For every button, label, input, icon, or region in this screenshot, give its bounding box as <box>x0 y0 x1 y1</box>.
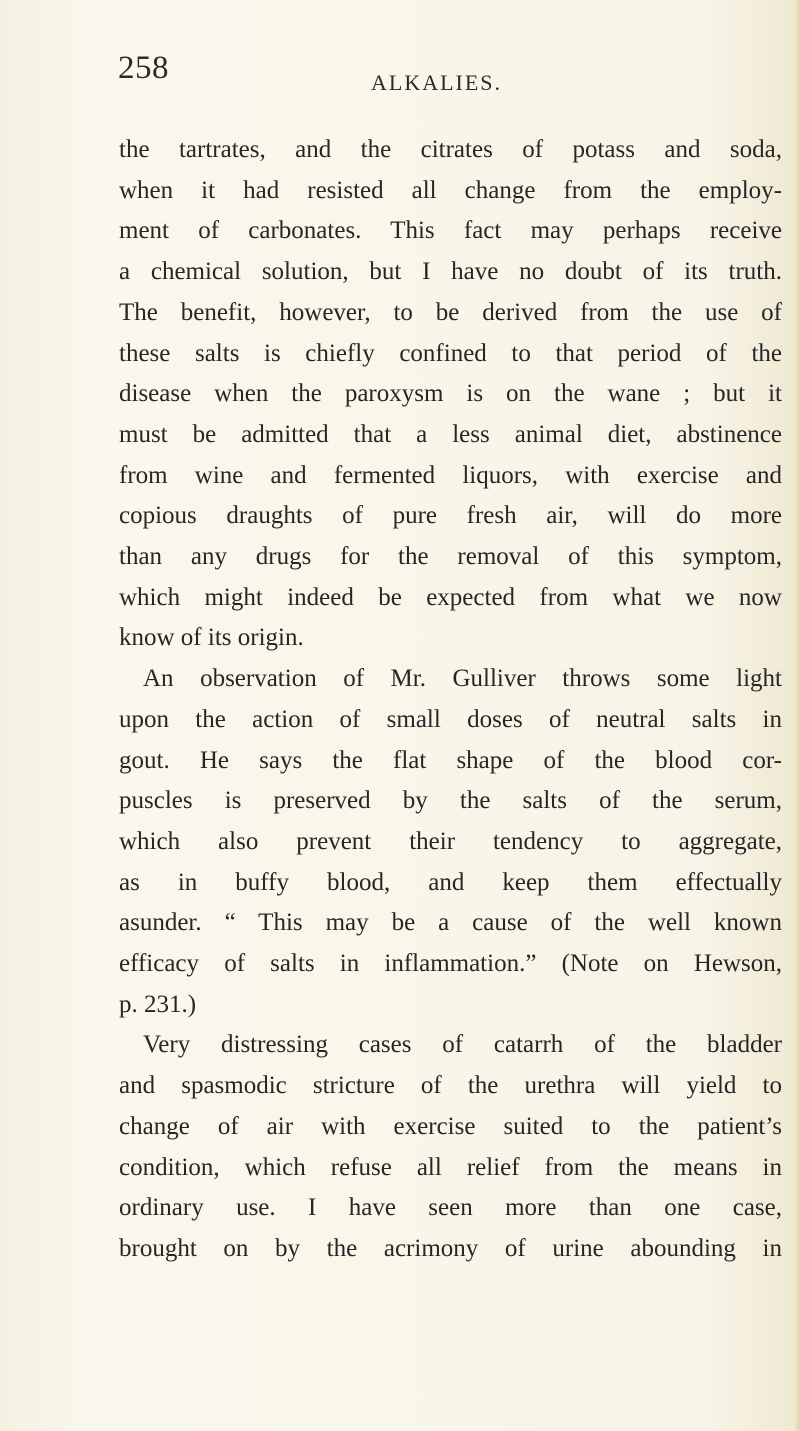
text-line: ment of carbonates. This fact may perhaps receive <box>119 217 782 245</box>
text-line: efficacy of salts in inflammation.” (Note on Hewson, <box>119 950 782 978</box>
text-line: An observation of Mr. Gulliver throws some light <box>143 665 782 693</box>
page-edge-shadow <box>794 0 800 1431</box>
text-line: condition, which refuse all relief from the means in <box>119 1153 782 1181</box>
page-number: 258 <box>118 50 169 86</box>
text-line: know of its origin. <box>119 624 304 652</box>
text-line: upon the action of small doses of neutral salts in <box>119 705 782 733</box>
text-line: which also prevent their tendency to aggregate, <box>119 827 782 855</box>
text-line: as in buffy blood, and keep them effectually <box>119 868 782 896</box>
text-line: copious draughts of pure fresh air, will do more <box>119 502 782 530</box>
text-line: brought on by the acrimony of urine abounding in <box>119 1234 782 1262</box>
text-line: Very distressing cases of catarrh of the bladder <box>143 1031 782 1059</box>
text-line: than any drugs for the removal of this symptom, <box>119 543 782 571</box>
text-line: when it had resisted all change from the employ- <box>119 176 782 204</box>
text-line: p. 231.) <box>119 990 197 1018</box>
text-line: gout. He says the flat shape of the blood cor- <box>119 746 782 774</box>
text-line: which might indeed be expected from what we now <box>119 583 782 611</box>
text-line: and spasmodic stricture of the urethra will yield to <box>119 1072 782 1100</box>
running-head: ALKALIES. <box>371 70 503 95</box>
text-line: a chemical solution, but I have no doubt of its truth. <box>119 258 782 286</box>
text-line: puscles is preserved by the salts of the serum, <box>119 787 782 815</box>
text-line: from wine and fermented liquors, with exercise and <box>119 461 782 489</box>
text-line: ordinary use. I have seen more than one case, <box>119 1194 782 1222</box>
text-line: change of air with exercise suited to the patient’s <box>119 1112 782 1140</box>
text-line: asunder. “ This may be a cause of the well known <box>119 909 782 937</box>
page-header <box>118 48 718 108</box>
text-line: the tartrates, and the citrates of potass and soda, <box>119 136 782 163</box>
body-text <box>119 130 782 1270</box>
text-line: disease when the paroxysm is on the wane ; but it <box>119 380 782 408</box>
text-line: must be admitted that a less animal diet, abstinence <box>119 420 782 448</box>
text-line: these salts is chiefly confined to that period of the <box>119 339 782 367</box>
text-line: The benefit, however, to be derived from the use of <box>119 298 782 326</box>
